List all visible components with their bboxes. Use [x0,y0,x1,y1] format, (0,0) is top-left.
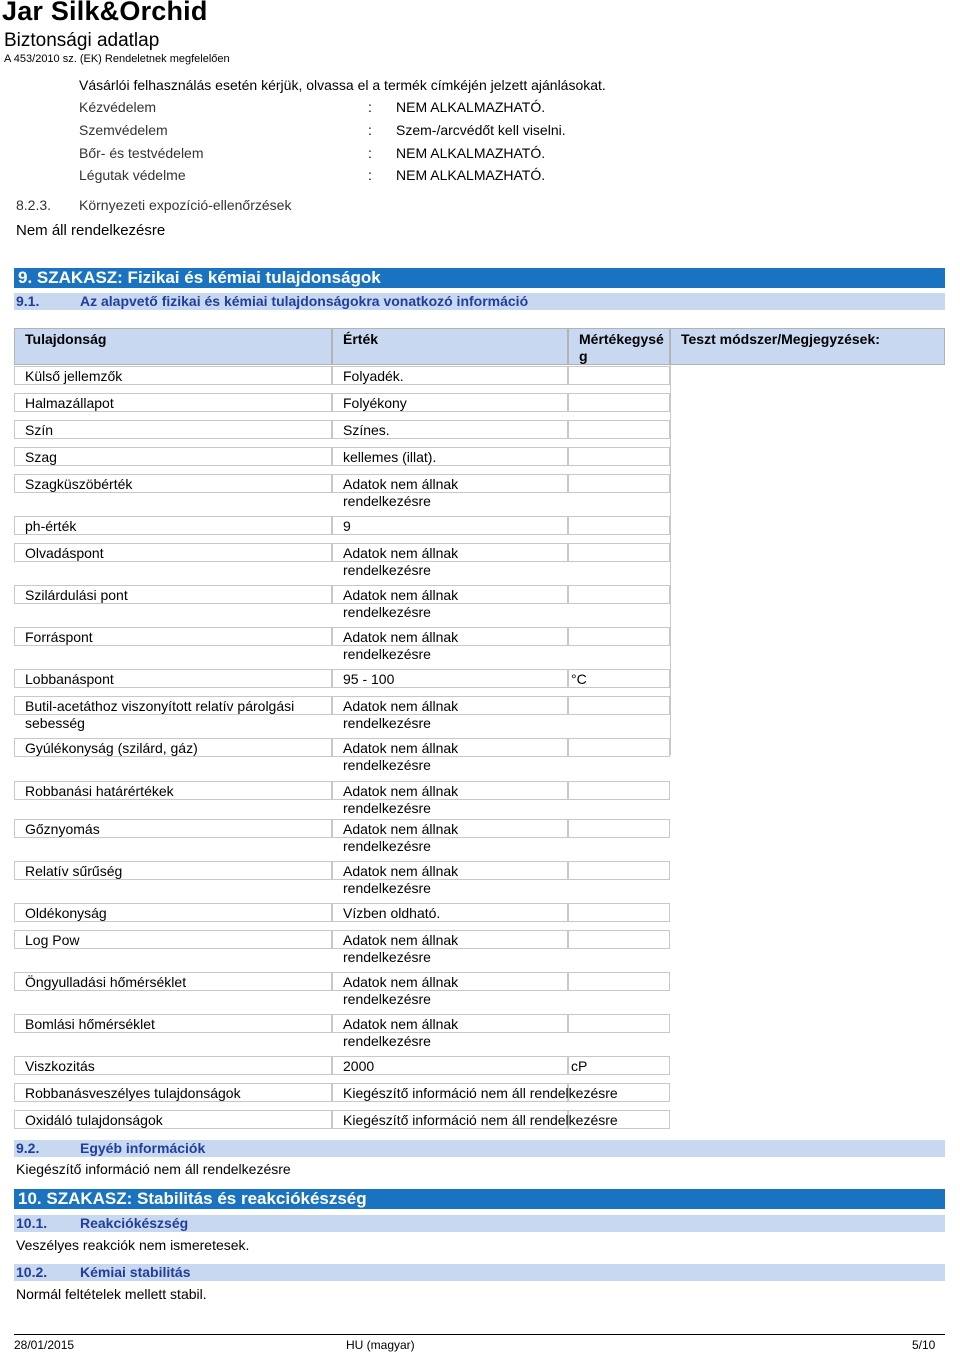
property-value: 9 [343,518,351,534]
property-value: Adatok nem állnak rendelkezésre [343,821,459,854]
ppe-value: Szem-/arcvédőt kell viselni. [396,122,566,138]
property-name: Gyúlékonyság (szilárd, gáz) [25,740,198,756]
property-value: Adatok nem állnak rendelkezésre [343,740,459,773]
env-section-number: 8.2.3. [16,197,52,213]
property-name: Gőznyomás [25,821,100,837]
property-value: 95 - 100 [343,671,395,687]
method-column-divider [670,365,671,755]
subsection-9-1-header [14,293,945,310]
property-name: Forráspont [25,629,93,645]
ppe-separator: : [368,122,372,138]
property-value: Adatok nem állnak rendelkezésre [343,932,459,965]
property-name: Oxidáló tulajdonságok [25,1112,163,1128]
env-section-value: Nem áll rendelkezésre [16,222,166,239]
property-value: Adatok nem állnak rendelkezésre [343,863,459,896]
regulation-reference: A 453/2010 sz. (EK) Rendeletnek megfelelően [4,53,230,65]
ppe-label: Szemvédelem [79,122,168,138]
property-name: Szín [25,422,54,438]
footer-date: 28/01/2015 [14,1338,75,1352]
property-value: 2000 [343,1058,375,1074]
ppe-separator: : [368,167,372,183]
property-value: Kiegészítő információ nem áll rendelkezésre [343,1112,618,1128]
properties-table [14,328,945,1136]
property-name: Halmazállapot [25,395,114,411]
property-name: Log Pow [25,932,80,948]
reactivity-text: Veszélyes reakciók nem ismeretesek. [16,1237,250,1253]
subsection-number: 10.2. [16,1264,48,1280]
ppe-value: NEM ALKALMAZHATÓ. [396,99,546,115]
column-header-value: Érték [332,328,568,365]
ppe-label: Légutak védelme [79,167,186,183]
property-value: Színes. [343,422,390,438]
footer-divider [14,1334,945,1335]
column-header-property: Tulajdonság [14,328,332,365]
property-value: Folyadék. [343,368,404,384]
property-name: Viszkozitás [25,1058,95,1074]
section-10-header: 10. SZAKASZ: Stabilitás és reakciókészség [14,1189,945,1209]
property-unit: °C [571,671,587,687]
stability-text: Normál feltételek mellett stabil. [16,1286,207,1302]
property-name: Bomlási hőmérséklet [25,1016,155,1032]
property-name: Robbanási határértékek [25,783,174,799]
property-value: Kiegészítő információ nem áll rendelkezésre [343,1085,618,1101]
section-9-header: 9. SZAKASZ: Fizikai és kémiai tulajdonságok [14,268,945,288]
property-name: Külső jellemzők [25,368,123,384]
subsection-title: Reakciókészség [80,1215,189,1231]
footer-language: HU (magyar) [346,1338,415,1352]
subsection-number: 9.2. [16,1140,40,1156]
subsection-9-2-header [14,1140,945,1157]
subsection-number: 9.1. [16,293,40,309]
property-name: Olvadáspont [25,545,104,561]
subsection-10-1-header [14,1215,945,1232]
property-name: Oldékonyság [25,905,107,921]
ppe-value: NEM ALKALMAZHATÓ. [396,145,546,161]
property-name: Szilárdulási pont [25,587,128,603]
document-subtitle: Biztonsági adatlap [4,30,160,51]
property-unit: cP [571,1058,588,1074]
property-value: Vízben oldható. [343,905,441,921]
property-name: Lobbanáspont [25,671,114,687]
property-value: Folyékony [343,395,407,411]
subsection-10-2-header [14,1264,945,1281]
property-value: Adatok nem állnak rendelkezésre [343,545,459,578]
ppe-separator: : [368,99,372,115]
property-value: Adatok nem állnak rendelkezésre [343,476,459,509]
property-value: Adatok nem állnak rendelkezésre [343,698,459,731]
consumer-use-note: Vásárlói felhasználás esetén kérjük, olvassa el a termék címkéjén jelzett ajánlásokat. [79,77,606,93]
column-header-method: Teszt módszer/Megjegyzések: [670,328,945,365]
column-header-unit: Mértékegysé g [568,328,670,365]
property-name: Szag [25,449,57,465]
property-name: Szagküszöbérték [25,476,133,492]
product-title: Jar Silk&Orchid [2,0,208,26]
ppe-label: Kézvédelem [79,99,157,115]
subsection-title: Egyéb információk [80,1140,206,1156]
property-value: kellemes (illat). [343,449,437,465]
property-name: Butil-acetáthoz viszonyított relatív párolgási sebesség [25,698,295,731]
property-value: Adatok nem állnak rendelkezésre [343,974,459,1007]
ppe-label: Bőr- és testvédelem [79,145,204,161]
subsection-title: Az alapvető fizikai és kémiai tulajdonságokra vonatkozó információ [80,293,529,309]
subsection-title: Kémiai stabilitás [80,1264,191,1280]
property-name: Öngyulladási hőmérséklet [25,974,187,990]
property-name: Robbanásveszélyes tulajdonságok [25,1085,241,1101]
property-value: Adatok nem állnak rendelkezésre [343,783,459,816]
property-name: Relatív sűrűség [25,863,123,879]
ppe-value: NEM ALKALMAZHATÓ. [396,167,546,183]
ppe-separator: : [368,145,372,161]
env-section-title: Környezeti expozíció-ellenőrzések [79,197,292,213]
subsection-number: 10.1. [16,1215,48,1231]
property-value: Adatok nem állnak rendelkezésre [343,587,459,620]
property-name: ph-érték [25,518,77,534]
property-value: Adatok nem állnak rendelkezésre [343,629,459,662]
other-info-text: Kiegészítő információ nem áll rendelkezésre [16,1161,291,1177]
property-value: Adatok nem állnak rendelkezésre [343,1016,459,1049]
footer-page-number: 5/10 [912,1338,936,1352]
